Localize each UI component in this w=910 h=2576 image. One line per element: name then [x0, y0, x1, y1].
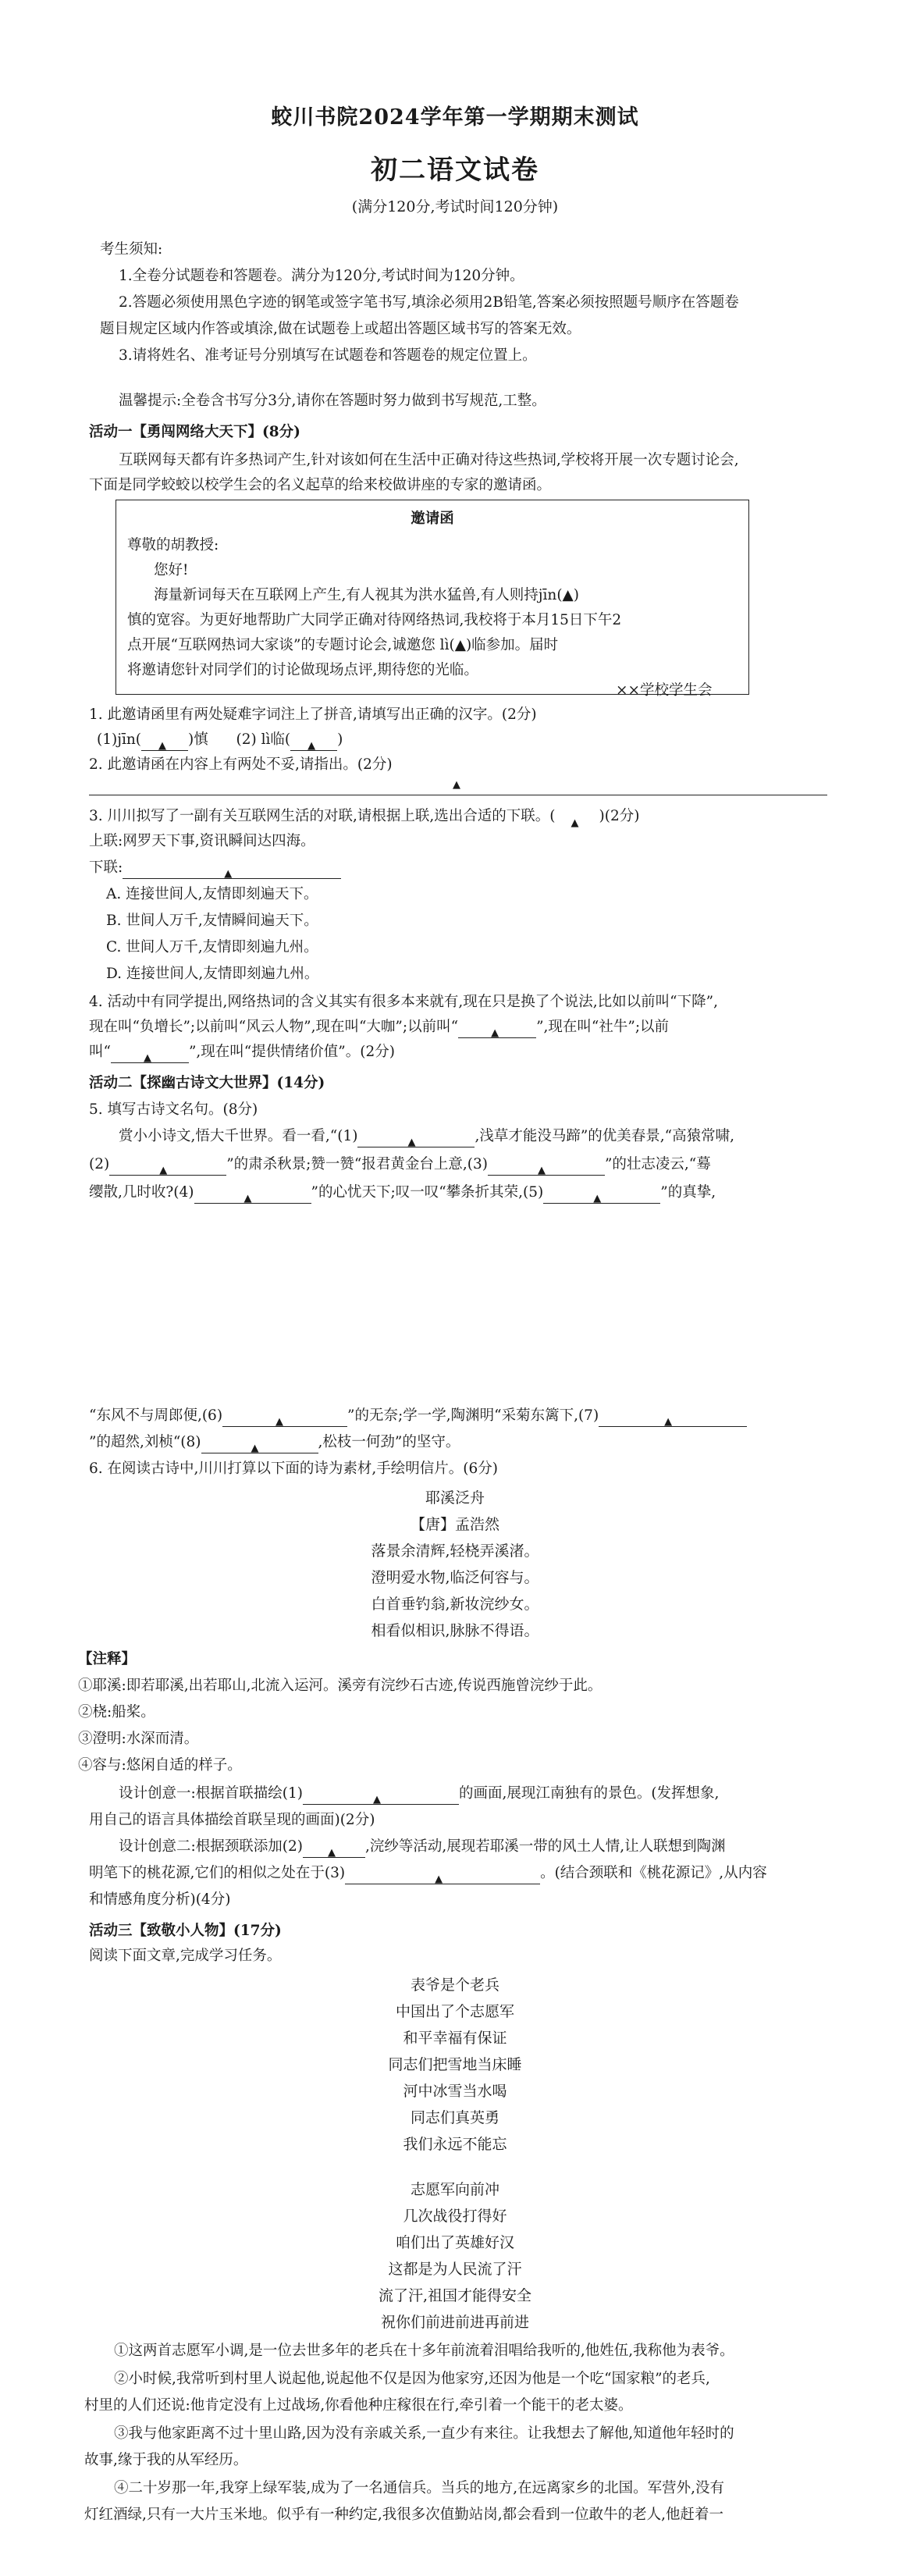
activity1-intro: 互联网每天都有许多热词产生,针对该如何在生活中正确对待这些热词,学校将开展一次专题讨论会, [119, 452, 739, 468]
letter-line: 点开展“互联网热词大家谈”的专题讨论会,诚邀您 lì(▲)临参加。届时 [127, 637, 559, 653]
option-c[interactable]: C. 世间人万千,友情即刻遍九州。 [106, 939, 318, 955]
paragraph-4-cont: 灯红酒绿,只有一大片玉米地。似乎有一种约定,我很多次值勤站岗,都会看到一位敢牛的老人,他赶着一 [84, 2507, 724, 2523]
answer-blank[interactable] [458, 1020, 536, 1038]
poem-line: 白首垂钓翁,新妆浣纱女。 [371, 1596, 539, 1613]
triangle-icon: ▲ [453, 779, 460, 791]
letter-line: 海量新词每天在互联网上产生,有人视其为洪水猛兽,有人则持jīn(▲) [154, 587, 579, 603]
answer-blank[interactable] [111, 1045, 189, 1063]
triangle-icon: ▲ [571, 817, 579, 829]
notice-item: 1.全卷分试题卷和答题卷。满分为120分,考试时间为120分钟。 [119, 268, 524, 284]
activity1-intro: 下面是同学蛟蛟以校学生会的名义起草的给来校做讲座的专家的邀请函。 [89, 477, 552, 493]
answer-blank[interactable] [345, 1866, 540, 1884]
poem-author: 【唐】孟浩然 [410, 1516, 499, 1533]
ballad-line: 中国出了个志愿军 [395, 2003, 514, 2020]
triangle-icon: ▲ [224, 868, 233, 880]
letter-greeting: 您好! [154, 562, 189, 578]
question-2: 2. 此邀请函在内容上有两处不妥,请指出。(2分) [89, 756, 393, 773]
poetry-fill-line: ”的超然,刘桢“(8) ▲ ,松枝一何劲”的坚守。 [89, 1432, 460, 1453]
couplet-lower: 下联: ▲ [89, 857, 341, 879]
poem-line: 落景余清辉,轻桡弄溪渚。 [371, 1542, 539, 1560]
paragraph-4: ④二十岁那一年,我穿上绿军装,成为了一名通信兵。当兵的地方,在远离家乡的北国。军营外,没有 [114, 2480, 725, 2496]
triangle-icon: ▲ [158, 740, 166, 752]
answer-blank[interactable] [599, 1409, 747, 1427]
ballad-line: 流了汗,祖国才能得安全 [378, 2287, 532, 2304]
triangle-icon: ▲ [491, 1027, 499, 1039]
note-item: ②桡:船桨。 [78, 1704, 155, 1720]
question-4-line: 叫“ ▲ ”,现在叫“提供情绪价值”。(2分) [89, 1041, 395, 1063]
question-1-sub: (1)jīn( ▲ )慎 (2) lì临( ▲ ) [97, 729, 343, 751]
ballad-line: 和平幸福有保证 [403, 2030, 507, 2047]
ballad-line: 同志们真英勇 [410, 2109, 499, 2126]
triangle-icon: ▲ [275, 1416, 284, 1428]
letter-line: 慎的宽容。为更好地帮助广大同学正确对待网络热词,我校将于本月15日下午2 [127, 612, 622, 628]
couplet-upper: 上联:网罗天下事,资讯瞬间达四海。 [89, 833, 315, 849]
note-item: ①耶溪:即若耶溪,出若耶山,北流入运河。溪旁有浣纱石古迹,传说西施曾浣纱于此。 [78, 1678, 603, 1694]
paper-title: 初二语文试卷 [371, 155, 539, 186]
answer-blank[interactable] [303, 1787, 459, 1805]
triangle-icon: ▲ [159, 1165, 168, 1176]
design-2-line: 明笔下的桃花源,它们的相似之处在于(3) ▲ 。(结合颈联和《桃花源记》,从内容 [89, 1863, 767, 1884]
poetry-fill-line: “东风不与周郎便,(6) ▲ ”的无奈;学一学,陶渊明“采菊东篱下,(7) ▲ [89, 1405, 747, 1427]
notes-heading: 【注释】 [78, 1651, 137, 1667]
option-d[interactable]: D. 连接世间人,友情即刻遍九州。 [106, 966, 319, 982]
question-4: 4. 活动中有同学提出,网络热词的含义其实有很多本来就有,现在只是换了个说法,比如以前叫“下降”, [89, 994, 718, 1010]
question-6: 6. 在阅读古诗中,川川打算以下面的诗为素材,手绘明信片。(6分) [89, 1461, 499, 1477]
ballad-line: 志愿军向前冲 [410, 2181, 499, 2198]
invitation-letter-box [116, 500, 749, 699]
ballad-line: 表爷是个老兵 [410, 1976, 499, 1994]
triangle-icon: ▲ [251, 1443, 259, 1454]
triangle-icon: ▲ [372, 1794, 381, 1806]
paragraph-1: ①这两首志愿军小调,是一位去世多年的老兵在十多年前流着泪唱给我听的,他姓伍,我称他为表爷。 [114, 2343, 734, 2359]
notice-item: 3.请将姓名、准考证号分别填写在试题卷和答题卷的规定位置上。 [119, 347, 537, 364]
notice-item: 题目规定区域内作答或填涂,做在试题卷上或超出答题区域书写的答案无效。 [100, 321, 581, 337]
ballad-line: 咱们出了英雄好汉 [395, 2234, 514, 2251]
question-5: 5. 填写古诗文名句。(8分) [89, 1101, 258, 1118]
notice-item: 2.答题必须使用黑色字迹的钢笔或签字笔书写,填涂必须用2B铅笔,答案必须按照题号顺序在答题卷 [119, 294, 739, 311]
notice-tip: 温馨提示:全卷含书写分3分,请你在答题时努力做到书写规范,工整。 [119, 393, 546, 409]
answer-blank[interactable] [109, 1158, 226, 1176]
answer-blank[interactable] [194, 1186, 311, 1204]
answer-blank[interactable] [543, 1186, 660, 1204]
poem-line: 相看似相识,脉脉不得语。 [371, 1622, 539, 1639]
question-3: 3. 川川拟写了一副有关互联网生活的对联,请根据上联,选出合适的下联。( ▲ )(2分) [89, 806, 639, 827]
ballad-line: 同志们把雪地当床睡 [388, 2056, 522, 2073]
letter-line: 将邀请您针对同学们的讨论做现场点评,期待您的光临。 [127, 662, 478, 678]
triangle-icon: ▲ [307, 740, 316, 752]
ballad-line: 我们永远不能忘 [403, 2136, 507, 2153]
answer-blank[interactable] [488, 1158, 605, 1176]
option-a[interactable]: A. 连接世间人,友情即刻遍天下。 [106, 886, 318, 902]
activity1-heading: 活动一【勇闯网络大天下】(8分) [89, 424, 300, 440]
poetry-fill-line: 赏小小诗文,悟大千世界。看一看,“(1) ▲ ,浅草才能没马蹄”的优美春景,“高猿常啸, [119, 1126, 734, 1147]
triangle-icon: ▲ [593, 1193, 602, 1204]
triangle-icon: ▲ [435, 1873, 443, 1885]
answer-blank[interactable] [222, 1409, 347, 1427]
letter-signature: ××学校学生会 [616, 682, 713, 699]
score-info: (满分120分,考试时间120分钟) [351, 198, 559, 215]
paragraph-3-cont: 故事,缘于我的从军经历。 [84, 2452, 248, 2468]
design-2: 设计创意二:根据颈联添加(2) ▲ ,浣纱等活动,展现若耶溪一带的风土人情,让人联想到陶渊 [119, 1836, 726, 1858]
option-b[interactable]: B. 世间人万千,友情瞬间遍天下。 [106, 913, 318, 929]
paragraph-2-cont: 村里的人们还说:他肯定没有上过战场,你看他种庄稼很在行,牵引着一个能干的老太婆。 [84, 2397, 633, 2414]
ballad-line: 河中冰雪当水喝 [403, 2083, 507, 2100]
paragraph-2: ②小时候,我常听到村里人说起他,说起他不仅是因为他家穷,还因为他是一个吃“国家粮”的老兵, [114, 2371, 710, 2387]
activity3-heading: 活动三【致敬小人物】(17分) [89, 1923, 282, 1939]
poetry-fill-line: 缨散,几时收?(4) ▲ ”的心忧天下;叹一叹“攀条折其荣,(5) ▲ ”的真挚, [89, 1182, 716, 1204]
note-item: ③澄明:水深而清。 [78, 1731, 199, 1747]
paragraph-3: ③我与他家距离不过十里山路,因为没有亲戚关系,一直少有来往。让我想去了解他,知道他年轻时的 [114, 2425, 734, 2442]
triangle-icon: ▲ [537, 1165, 546, 1176]
answer-blank[interactable] [201, 1436, 318, 1453]
note-item: ④容与:悠闲自适的样子。 [78, 1757, 242, 1774]
answer-blank[interactable] [290, 733, 337, 751]
letter-salutation: 尊敬的胡教授: [127, 537, 219, 553]
answer-blank[interactable] [123, 861, 341, 879]
activity3-intro: 阅读下面文章,完成学习任务。 [89, 1948, 282, 1964]
question-1: 1. 此邀请函里有两处疑难字词注上了拼音,请填写出正确的汉字。(2分) [89, 706, 537, 723]
ballad-line: 祝你们前进前进再前进 [380, 2314, 529, 2331]
answer-blank[interactable] [556, 810, 599, 827]
notice-heading: 考生须知: [100, 241, 163, 258]
poetry-fill-line: (2) ▲ ”的肃杀秋景;赞一赞“报君黄金台上意,(3) ▲ ”的壮志凌云,“蓦 [89, 1154, 711, 1176]
ballad-line: 这都是为人民流了汗 [388, 2261, 522, 2278]
ballad-line: 几次战役打得好 [403, 2208, 507, 2225]
poem-title: 耶溪泛舟 [425, 1489, 485, 1507]
design-1: 设计创意一:根据首联描绘(1) ▲ 的画面,展现江南独有的景色。(发挥想象, [119, 1783, 719, 1805]
design-1-line: 用自己的语言具体描绘首联呈现的画面)(2分) [89, 1812, 375, 1828]
triangle-icon: ▲ [143, 1052, 151, 1064]
question-4-line: 现在叫“负增长”;以前叫“风云人物”,现在叫“大咖”;以前叫“ ▲ ”,现在叫“社牛”;以前 [89, 1016, 669, 1038]
triangle-icon: ▲ [243, 1193, 252, 1204]
answer-blank[interactable] [141, 733, 188, 751]
triangle-icon: ▲ [327, 1847, 336, 1859]
activity2-heading: 活动二【探幽古诗文大世界】(14分) [89, 1075, 325, 1091]
poem-line: 澄明爱水物,临泛何容与。 [371, 1569, 539, 1586]
triangle-icon: ▲ [664, 1416, 673, 1428]
design-2-line: 和情感角度分析)(4分) [89, 1891, 231, 1908]
answer-blank[interactable] [357, 1130, 475, 1147]
letter-title: 邀请函 [411, 511, 454, 527]
answer-blank[interactable] [303, 1840, 365, 1858]
triangle-icon: ▲ [407, 1137, 416, 1148]
school-title: 蛟川书院2024学年第一学期期末测试 [271, 105, 639, 130]
